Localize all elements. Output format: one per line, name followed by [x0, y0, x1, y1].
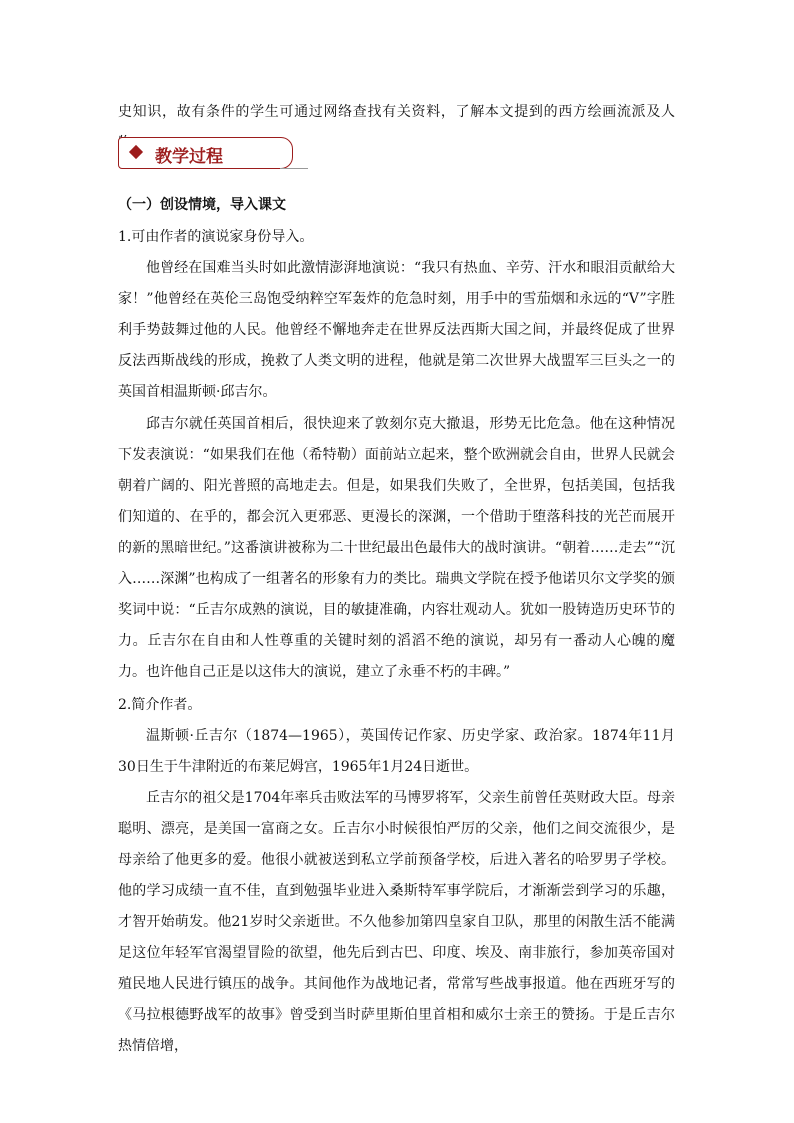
paragraph-4: 丘吉尔的祖父是1704年率兵击败法军的马博罗将军，父亲生前曾任英财政大臣。母亲聪明、漂亮，是美国一富商之女。丘吉尔小时候很怕严厉的父亲，他们之间交流很少，是母亲给了他更多的爱。他很小就被送到私立学前预备学校，后进入著名的哈罗男子学校。他的学习成绩一直不佳，直到勉强毕业进入桑斯特军事学院后，才渐渐尝到学习的乐趣，才智开始萌发。他21岁时父亲逝世。不久他参加第四皇家自卫队，那里的闲散生活不能满足这位年轻军官渴望冒险的欲望，他先后到古巴、印度、埃及、南非旅行，参加英帝国对殖民地人民进行镇压的战争。其间他作为战地记者，常常写些战事报道。他在西班牙写的《马拉根德野战军的故事》曾受到当时萨里斯伯里首相和威尔士亲王的赞扬。于是丘吉尔热情倍增， [118, 790, 675, 1054]
list-item-2: 2.简介作者。 [118, 697, 202, 713]
diamond-bullet-icon [129, 145, 143, 159]
list-item-1: 1.可由作者的演说家身份导入。 [118, 229, 314, 245]
section-heading-box [118, 137, 293, 169]
heading-underline [280, 168, 308, 169]
subsection-title: （一）创设情境，导入课文 [118, 197, 286, 213]
intro-paragraph: 史知识，故有条件的学生可通过网络查找有关资料，了解本文提到的西方绘画流派及人 [118, 104, 675, 120]
paragraph-1: 他曾经在国难当头时如此激情澎湃地演说：“我只有热血、辛劳、汗水和眼泪贡献给大家！”他曾经在英伦三岛饱受纳粹空军轰炸的危急时刻，用手中的雪茄烟和永远的“V”字胜利手势鼓舞过他的人民。他曾经不懈地奔走在世界反法西斯大国之间，并最终促成了世界反法西斯战线的形成，挽救了人类文明的进程，他就是第二次世界大战盟军三巨头之一的英国首相温斯顿·邱吉尔。 [118, 260, 675, 400]
paragraph-3: 温斯顿·丘吉尔（1874—1965），英国传记作家、历史学家、政治家。1874年11月30日生于牛津附近的布莱尼姆宫，1965年1月24日逝世。 [118, 728, 675, 775]
section-heading: 教学过程 [155, 147, 223, 167]
paragraph-2: 邱吉尔就任英国首相后，很快迎来了敦刻尔克大撤退，形势无比危急。他在这种情况下发表演说：“如果我们在他（希特勒）面前站立起来，整个欧洲就会自由，世界人民就会朝着广阔的、阳光普照的高地走去。但是，如果我们失败了，全世界，包括美国，包括我们知道的、在乎的，都会沉入更邪恶、更漫长的深渊，一个借助于堕落科技的光芒而展开的新的黑暗世纪。”这番演讲被称为二十世纪最出色最伟大的战时演讲。“朝着……走去”“沉入……深渊”也构成了一组著名的形象有力的类比。瑞典文学院在授予他诺贝尔文学奖的颁奖词中说：“丘吉尔成熟的演说，目的敏捷准确，内容壮观动人。犹如一股铸造历史环节的力。丘吉尔在自由和人性尊重的关键时刻的滔滔不绝的演说，却另有一番动人心魄的魔力。也许他自己正是以这伟大的演说，建立了永垂不朽的丰碑。” [118, 416, 675, 680]
